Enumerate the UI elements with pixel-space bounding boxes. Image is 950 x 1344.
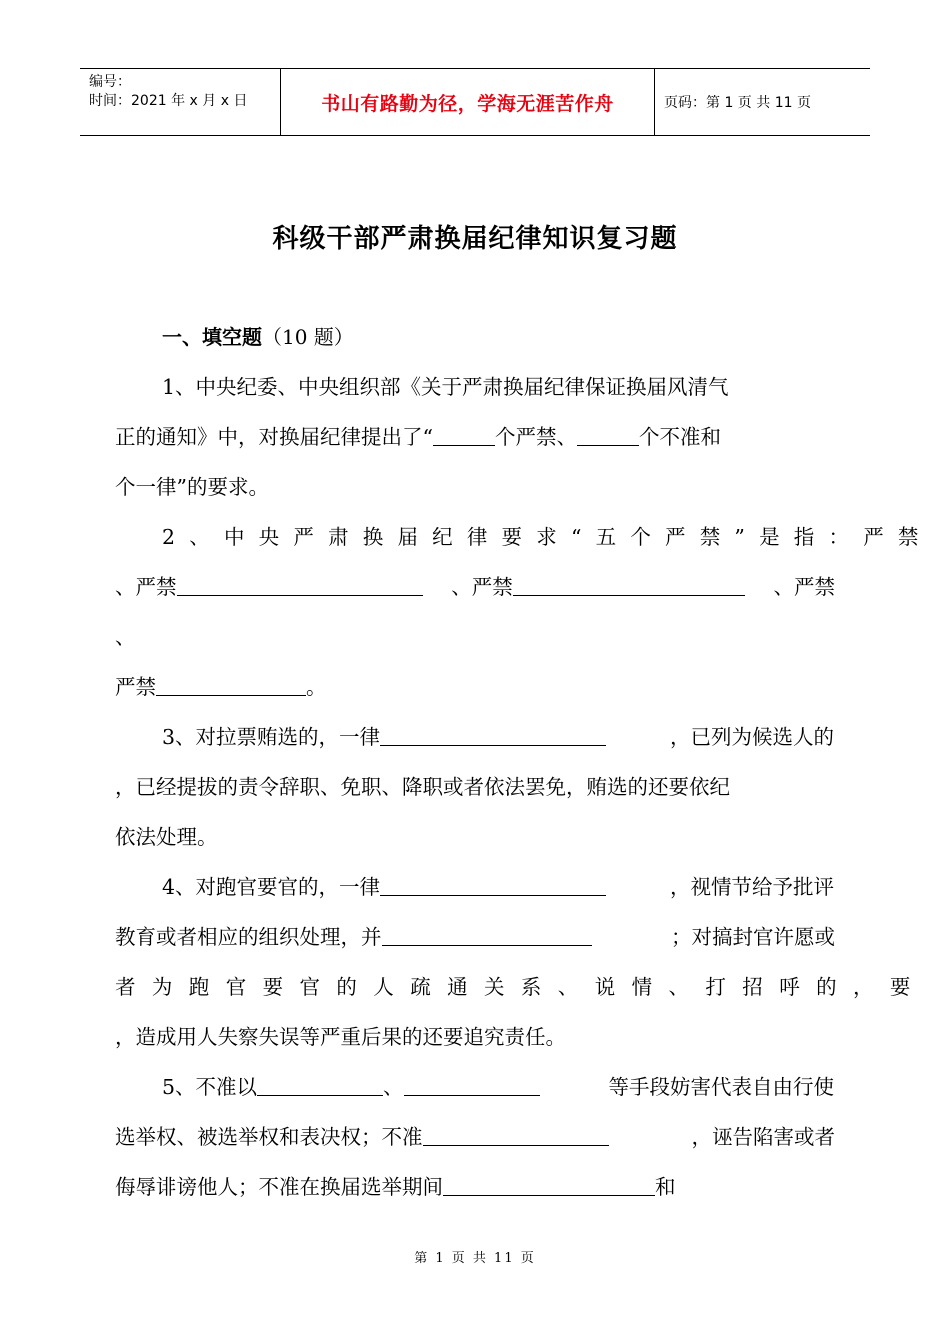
q5-text: 5、不准以 <box>162 1075 258 1099</box>
q3-text: 3、对拉票贿选的，一律 <box>162 725 381 749</box>
q2-line4 <box>115 672 327 702</box>
fill-blank[interactable] <box>156 673 306 696</box>
q2-text: 、严禁 <box>115 575 177 599</box>
section-heading <box>162 321 354 350</box>
fill-blank[interactable] <box>513 573 745 596</box>
q3-line3 <box>115 822 218 852</box>
q3-text: 依法处理。 <box>115 825 218 849</box>
page-footer: 第 1 页 共 11 页 <box>414 1251 536 1266</box>
q2-text: 。 <box>306 675 327 699</box>
q4-text: 4、对跑官要官的，一律 <box>162 875 381 899</box>
q4-segment <box>162 872 606 902</box>
q1-text: 个严禁、 <box>494 425 577 449</box>
number-label: 编号： <box>89 74 131 90</box>
fill-blank[interactable] <box>443 1173 655 1196</box>
q5-text: 等手段妨害代表自由行使 <box>608 1075 834 1099</box>
header-meta <box>80 69 281 135</box>
q1-line2 <box>115 422 721 452</box>
q2-segment <box>115 572 423 602</box>
q5-text: 、 <box>383 1075 404 1099</box>
q5-text: 侮辱诽谤他人；不准在换届选举期间 <box>115 1175 443 1199</box>
fill-blank[interactable] <box>380 873 606 896</box>
q4-text: 教育或者相应的组织处理，并 <box>115 925 382 949</box>
q4-text: ；对搞封官许愿或 <box>671 925 835 949</box>
q4-text: ，视情节给予批评 <box>670 875 834 899</box>
q2-text: 、严禁 <box>451 575 513 599</box>
q5-line2 <box>115 1122 835 1152</box>
q4-line1 <box>162 872 834 902</box>
q4-line4 <box>115 1022 566 1052</box>
header-motto: 书山有路勤为径，学海无涯苦作舟 <box>281 69 655 135</box>
q1-text: 个一律”的要求。 <box>115 475 269 499</box>
q2-line2 <box>115 572 835 602</box>
q4-segment <box>115 922 592 952</box>
q1-text: 个不准和 <box>638 425 721 449</box>
q5-segment <box>162 1072 540 1102</box>
document-title: 科级干部严肃换届纪律知识复习题 <box>272 224 678 254</box>
q5-line3 <box>115 1172 676 1202</box>
q5-segment <box>115 1122 609 1152</box>
fill-blank[interactable] <box>382 923 592 946</box>
q3-text: ，已列为候选人的 <box>670 725 834 749</box>
q2-text: 、严禁 <box>773 575 835 599</box>
q3-line1 <box>162 722 834 752</box>
q5-text: 选举权、被选举权和表决权；不准 <box>115 1125 423 1149</box>
header-table <box>80 68 870 136</box>
q2-line1 <box>162 522 933 552</box>
q3-segment <box>162 722 606 752</box>
q1-line1 <box>162 372 834 402</box>
q2-text: 、 <box>115 625 136 649</box>
section-title: 一、填空题 <box>162 325 262 349</box>
fill-blank[interactable] <box>177 573 423 596</box>
q2-text: 2、中央严肃换届纪律要求“五个严禁”是指：严禁 <box>162 525 933 549</box>
q4-line2 <box>115 922 835 952</box>
q3-text: ，已经提拔的责令辞职、免职、降职或者依法罢免，贿选的还要依纪 <box>115 775 730 799</box>
q5-line1 <box>162 1072 834 1102</box>
fill-blank[interactable] <box>380 723 606 746</box>
time-label: 时间：2021 年 x 月 x 日 <box>89 93 248 109</box>
q5-text: 和 <box>655 1175 676 1199</box>
q1-text: 1、中央纪委、中央组织部《关于严肃换届纪律保证换届风清气 <box>162 375 729 399</box>
q2-segment <box>451 572 745 602</box>
q1-text: 正的通知》中，对换届纪律提出了“ <box>115 425 433 449</box>
section-count: （10 题） <box>262 325 354 349</box>
header-page-info: 页码：第 1 页 共 11 页 <box>664 95 811 111</box>
fill-blank[interactable] <box>433 423 495 446</box>
fill-blank[interactable] <box>257 1073 383 1096</box>
fill-blank[interactable] <box>577 423 639 446</box>
q4-line3 <box>115 972 927 1002</box>
fill-blank[interactable] <box>423 1123 609 1146</box>
q5-text: ，诬告陷害或者 <box>691 1125 835 1149</box>
fill-blank[interactable] <box>404 1073 540 1096</box>
q2-text: 严禁 <box>115 675 156 699</box>
q2-line3 <box>115 622 136 652</box>
q3-line2 <box>115 772 730 802</box>
q4-text: 者为跑官要官的人疏通关系、说情、打招呼的，要 <box>115 975 927 999</box>
q1-line3 <box>115 472 269 502</box>
q4-text: ，造成用人失察失误等严重后果的还要追究责任。 <box>115 1025 566 1049</box>
